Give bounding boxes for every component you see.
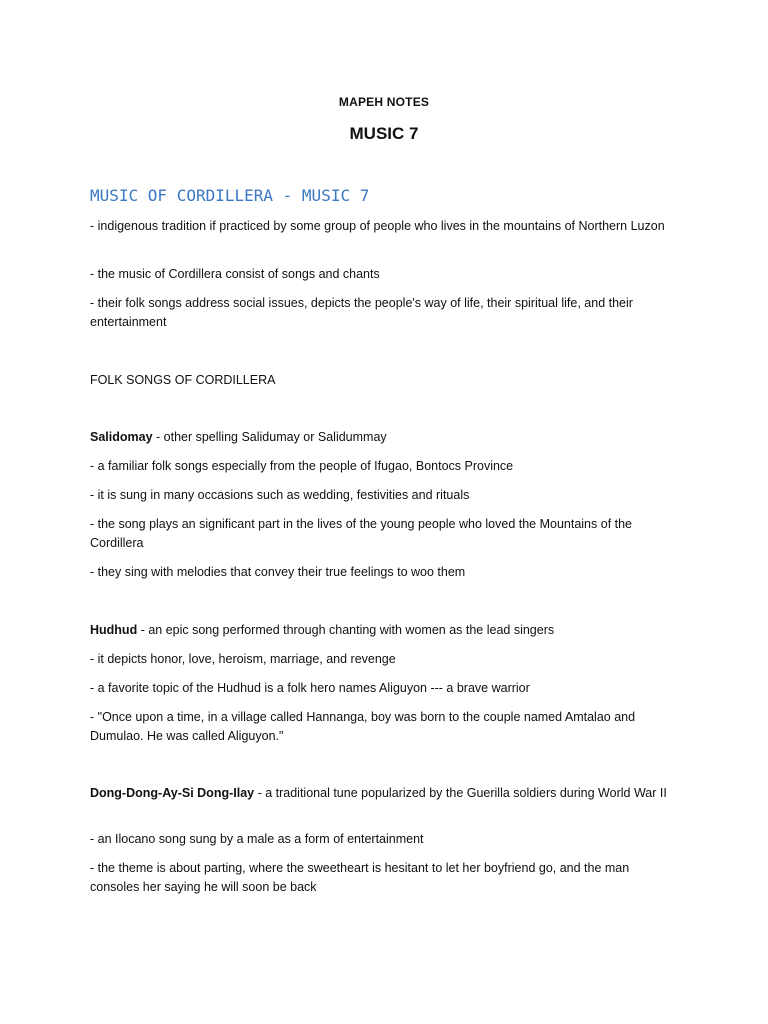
folk-songs-heading: FOLK SONGS OF CORDILLERA bbox=[90, 373, 276, 387]
song-note: - it depicts honor, love, heroism, marriage, and revenge bbox=[90, 652, 396, 666]
song-note: - a familiar folk songs especially from the people of Ifugao, Bontocs Province bbox=[90, 459, 514, 473]
song-name: Salidomay bbox=[90, 430, 153, 444]
song-entry bbox=[90, 428, 680, 447]
song-description: - an epic song performed through chanting with women as the lead singers bbox=[137, 623, 555, 637]
section-heading: MUSIC OF CORDILLERA - MUSIC 7 bbox=[90, 186, 370, 205]
song-entry bbox=[90, 784, 680, 803]
song-note: - the song plays an significant part in the lives of the young people who loved the Mountains of the Cordillera bbox=[90, 517, 633, 550]
song-note: - "Once upon a time, in a village called Hannanga, boy was born to the couple named Amtalao and Dumulao. He was called Aliguyon." bbox=[90, 710, 636, 743]
song-entry bbox=[90, 621, 680, 640]
song-note: - they sing with melodies that convey their true feelings to woo them bbox=[90, 565, 466, 579]
intro-line: - their folk songs address social issues, depicts the people's way of life, their spiritual life, and their entertainment bbox=[90, 296, 633, 329]
song-name: Dong-Dong-Ay-Si Dong-Ilay bbox=[90, 786, 255, 800]
song-note: - it is sung in many occasions such as wedding, festivities and rituals bbox=[90, 488, 470, 502]
song-note: - an Ilocano song sung by a male as a form of entertainment bbox=[90, 832, 424, 846]
document-subtitle: MUSIC 7 bbox=[349, 124, 419, 143]
song-name: Hudhud bbox=[90, 623, 138, 637]
song-note: - a favorite topic of the Hudhud is a folk hero names Aliguyon --- a brave warrior bbox=[90, 681, 530, 695]
song-note: - the theme is about parting, where the sweetheart is hesitant to let her boyfriend go, and the man consoles her saying he will soon be back bbox=[90, 861, 630, 894]
intro-line: - indigenous tradition if practiced by some group of people who lives in the mountains of Northern Luzon bbox=[90, 219, 665, 233]
intro-line: - the music of Cordillera consist of songs and chants bbox=[90, 267, 380, 281]
song-description: - other spelling Salidumay or Salidummay bbox=[152, 430, 387, 444]
song-description: - a traditional tune popularized by the Guerilla soldiers during World War II bbox=[254, 786, 667, 800]
document-title: MAPEH NOTES bbox=[338, 95, 430, 109]
